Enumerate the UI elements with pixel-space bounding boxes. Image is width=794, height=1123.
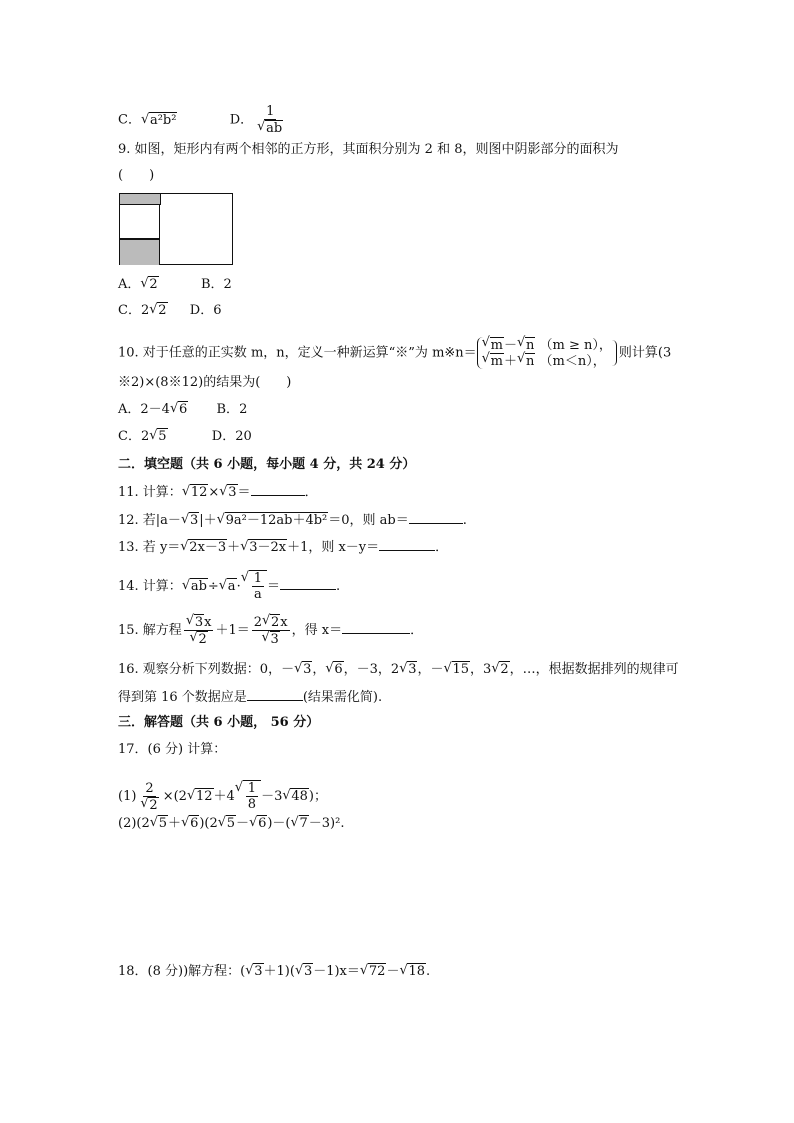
q9-a-label: A． xyxy=(118,277,141,292)
q16-line2: 得到第 16 个数据应是 (结果需化简). xyxy=(118,690,383,705)
q16-answer-blank[interactable] xyxy=(247,688,303,701)
q8-c-label: C． xyxy=(118,112,141,128)
q12-answer-blank[interactable] xyxy=(409,511,463,524)
q10-options-ab: A．2－4√ 6 B．2 xyxy=(118,401,247,419)
q16-line1: 16. 观察分析下列数据：0，－√ 3，√ 6，－3，2√ 3，－√ 15，3√ 2，…，根据数据排列的规律可 xyxy=(118,661,679,679)
radical: √ 2 xyxy=(141,276,158,294)
q9-b-value: 2 xyxy=(223,277,232,292)
q14-answer-blank[interactable] xyxy=(280,577,336,590)
q17-title: 17．(6 分) 计算： xyxy=(118,742,227,757)
q13-answer-blank[interactable] xyxy=(379,538,435,551)
section-solutions-title: 三．解答题（共 6 小题， 56 分） xyxy=(118,715,320,730)
q11: 11. 计算：√ 12×√ 3＝ ． xyxy=(118,483,318,502)
q9-options-ab xyxy=(118,276,232,294)
q18: 18．(8 分))解方程：(√ 3＋1)(√ 3－1)x＝√ 72－√ 18. xyxy=(118,963,430,981)
q8-options xyxy=(118,104,287,136)
q10-line2: ※2)×(8※12)的结果为( ) xyxy=(118,375,292,390)
radical: √ 5 xyxy=(150,428,167,446)
q9-text: 9. 如图，矩形内有两个相邻的正方形，其面积分别为 2 和 8，则图中阴影部分的面积为 xyxy=(118,142,619,157)
q15-answer-blank[interactable] xyxy=(342,621,410,634)
q9-paren: ( ) xyxy=(118,168,155,183)
q8-d-label: D． xyxy=(229,112,254,128)
q13: 13. 若 y＝√ 2x－3＋√ 3－2x＋1，则 x－y＝ ． xyxy=(118,538,448,557)
q10-b-label: B． xyxy=(216,402,240,417)
q14: 14. 计算：√ ab÷√ a· √ $\frac{1}{a}$ ＝ . xyxy=(118,570,340,602)
q10-options-cd: C．2√ 5 D．20 xyxy=(118,428,252,446)
q9-d-label: D． xyxy=(189,303,214,318)
shaded-region-bottom xyxy=(120,239,160,265)
q17-part2: (2)(2√ 5＋√ 6)(2√ 5－√ 6)－(√ 7－3)². xyxy=(118,815,344,833)
q8-d-fraction: 1 √ ab xyxy=(255,104,285,136)
q11-answer-blank[interactable] xyxy=(251,483,305,496)
q9-c-label: C． xyxy=(118,303,141,318)
q10-c-label: C． xyxy=(118,429,141,444)
q12: 12. 若|a－√ 3|＋√ 9a²－12ab＋4b²＝0，则 ab＝ . xyxy=(118,511,467,530)
q10-line1: 10. 对于任意的正实数 m，n，定义一种新运算“※”为 m※n＝ √ m－√ n （m ≥ n）， √ m＋√ n （m＜n）， 则计算(3 xyxy=(118,337,671,369)
q15: 15. 解方程 √ 3x √ 2 ＋1＝ 2√ 2x √ 3 ，得 x＝ ． xyxy=(118,614,423,647)
section-fill-in-title: 二．填空题（共 6 小题，每小题 4 分，共 24 分） xyxy=(118,457,416,472)
q9-options-cd: C．2√ 2 D．6 xyxy=(118,302,222,320)
q9-b-label: B． xyxy=(200,277,224,292)
q10-piecewise: √ m－√ n （m ≥ n）， √ m＋√ n （m＜n）， xyxy=(477,337,612,369)
q17-part1: (1) 2 √ 2 ×(2√ 12＋4 √ $\frac{1}{8}$ －3√ 48)； xyxy=(118,780,327,813)
q9-figure xyxy=(119,193,233,265)
radical: √ a²b² xyxy=(142,112,178,130)
radical: √ 6 xyxy=(171,401,188,419)
q10-d-label: D． xyxy=(211,429,236,444)
radical: √ 2 xyxy=(150,302,167,320)
q9-d-value: 6 xyxy=(213,303,222,318)
q10-a-label: A． xyxy=(118,402,141,417)
square-divider xyxy=(120,194,160,239)
